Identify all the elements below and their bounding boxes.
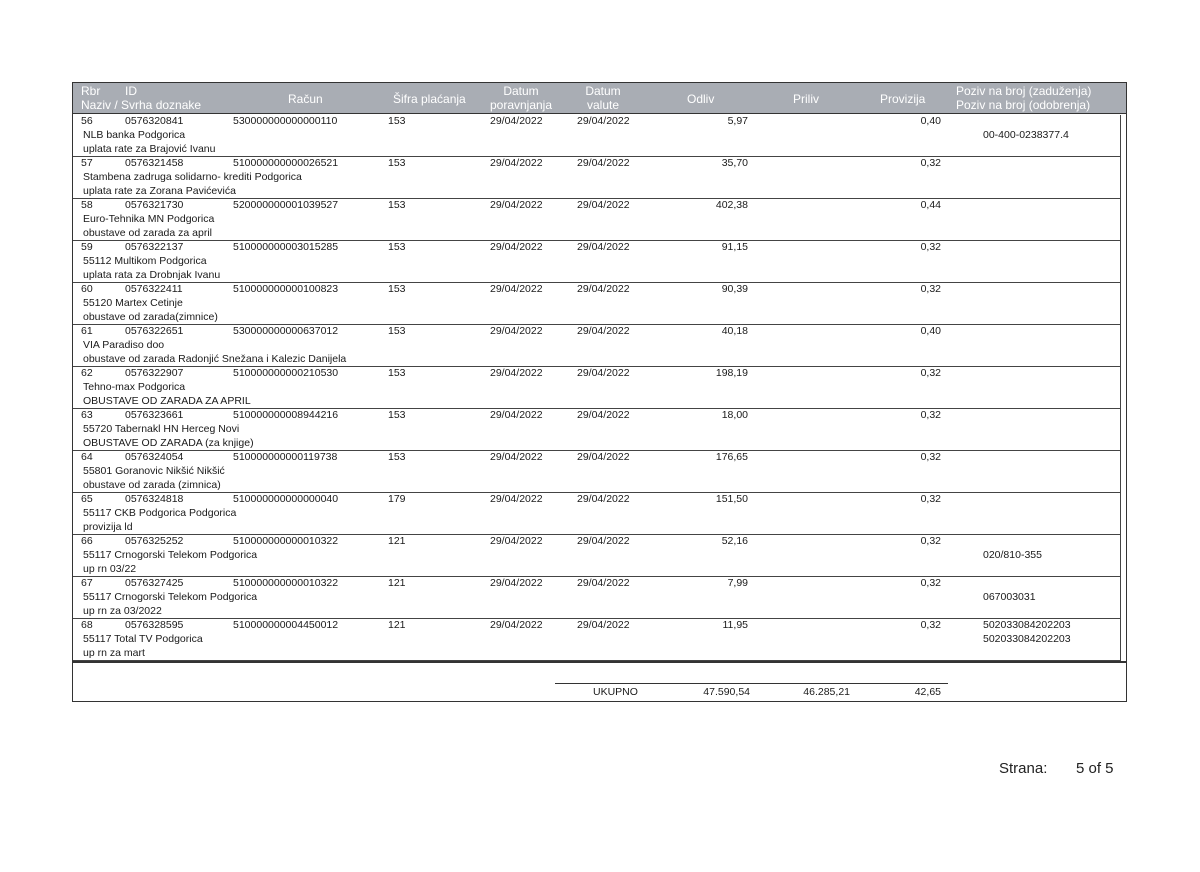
table-row (73, 325, 1121, 367)
cell-racun: 510000000000100823 (233, 283, 339, 295)
cell-rbr: 62 (81, 367, 93, 379)
cell-naziv: VIA Paradiso doo (83, 339, 165, 351)
cell-provizija: 0,32 (920, 619, 941, 631)
cell-naziv: 55117 CKB Podgorica Podgorica (83, 507, 237, 519)
cell-odliv: 176,65 (715, 451, 748, 463)
cell-datum-v: 29/04/2022 (577, 115, 630, 127)
table-header (73, 83, 1126, 114)
table-row (73, 409, 1121, 451)
cell-naziv: 55117 Crnogorski Telekom Podgorica (83, 591, 258, 603)
cell-svrha: obustave od zarada(zimnice) (83, 311, 218, 323)
cell-datum-v: 29/04/2022 (577, 241, 630, 253)
cell-datum-p: 29/04/2022 (490, 241, 543, 253)
table-row (73, 451, 1121, 493)
cell-datum-p: 29/04/2022 (490, 115, 543, 127)
cell-id: 0576321730 (125, 199, 184, 211)
cell-provizija: 0,40 (920, 325, 941, 337)
cell-id: 0576322411 (125, 283, 183, 295)
cell-sifra: 153 (388, 241, 406, 253)
cell-provizija: 0,32 (920, 535, 941, 547)
cell-racun: 510000000003015285 (233, 241, 339, 253)
cell-naziv: 55117 Crnogorski Telekom Podgorica (83, 549, 258, 561)
cell-provizija: 0,32 (920, 241, 941, 253)
cell-provizija: 0,32 (920, 157, 941, 169)
totals-odliv: 47.590,54 (703, 686, 750, 698)
cell-svrha: OBUSTAVE OD ZARADA ZA APRIL (83, 395, 251, 407)
cell-datum-v: 29/04/2022 (577, 325, 630, 337)
cell-datum-p: 29/04/2022 (490, 451, 543, 463)
cell-odliv: 52,16 (721, 535, 748, 547)
cell-sifra: 121 (388, 577, 406, 589)
table-row (73, 157, 1121, 199)
transactions-table (72, 82, 1127, 702)
header-poziv-odobrenja: Poziv na broj (odobrenja) (956, 98, 1091, 112)
cell-racun: 510000000000119738 (233, 451, 338, 463)
cell-sifra: 121 (388, 535, 406, 547)
cell-svrha: obustave od zarada Radonjić Snežana i Kalezic Danijela (83, 353, 347, 365)
cell-id: 0576327425 (125, 577, 184, 589)
cell-rbr: 63 (81, 409, 93, 421)
cell-datum-v: 29/04/2022 (577, 283, 630, 295)
cell-rbr: 65 (81, 493, 93, 505)
cell-svrha: provizija ld (83, 521, 133, 533)
table-row (73, 577, 1121, 619)
header-id: ID (125, 84, 137, 98)
cell-id: 0576324818 (125, 493, 184, 505)
header-sifra: Šifra plaćanja (393, 92, 466, 106)
cell-provizija: 0,44 (920, 199, 941, 211)
cell-odliv: 40,18 (721, 325, 748, 337)
cell-racun: 510000000000010322 (233, 577, 339, 589)
cell-sifra: 121 (388, 619, 406, 631)
header-datum-valute-2: valute (586, 98, 620, 112)
header-odliv: Odliv (687, 92, 715, 106)
cell-datum-v: 29/04/2022 (577, 199, 630, 211)
cell-provizija: 0,32 (920, 493, 941, 505)
cell-naziv: 55117 Total TV Podgorica (83, 633, 203, 645)
cell-naziv: 55120 Martex Cetinje (83, 297, 183, 309)
cell-id: 0576323661 (125, 409, 184, 421)
cell-odliv: 198,19 (715, 367, 748, 379)
cell-odliv: 151,50 (715, 493, 748, 505)
cell-id: 0576328595 (125, 619, 184, 631)
cell-racun: 510000000004450012 (233, 619, 339, 631)
cell-svrha: uplata rate za Brajović Ivanu (83, 143, 216, 155)
cell-rbr: 68 (81, 619, 93, 631)
cell-racun: 530000000000637012 (233, 325, 339, 337)
totals-underline (555, 683, 948, 684)
cell-provizija: 0,32 (920, 577, 941, 589)
header-racun: Račun (288, 92, 323, 106)
cell-racun: 530000000000000110 (233, 115, 338, 127)
cell-sifra: 153 (388, 157, 406, 169)
table-right-rule (1120, 115, 1121, 662)
page-label: Strana: (999, 760, 1048, 777)
cell-rbr: 60 (81, 283, 93, 295)
cell-svrha: OBUSTAVE OD ZARADA (za knjige) (83, 437, 254, 449)
cell-rbr: 64 (81, 451, 93, 463)
cell-sifra: 153 (388, 199, 406, 211)
cell-poziv2: 502033084202203 (983, 633, 1071, 645)
table-row (73, 619, 1121, 661)
cell-sifra: 153 (388, 283, 406, 295)
header-datum-valute-1: Datum (585, 84, 621, 98)
cell-id: 0576322651 (125, 325, 184, 337)
header-datum-poravnanja-1: Datum (503, 84, 539, 98)
cell-datum-p: 29/04/2022 (490, 619, 543, 631)
cell-poziv2: 067003031 (983, 591, 1036, 603)
cell-sifra: 179 (388, 493, 406, 505)
table-row (73, 199, 1121, 241)
cell-rbr: 59 (81, 241, 93, 253)
cell-datum-p: 29/04/2022 (490, 535, 543, 547)
cell-datum-p: 29/04/2022 (490, 493, 543, 505)
cell-datum-v: 29/04/2022 (577, 157, 630, 169)
cell-naziv: 55112 Multikom Podgorica (83, 255, 207, 267)
totals-label: UKUPNO (593, 686, 638, 698)
cell-odliv: 35,70 (721, 157, 748, 169)
table-row (73, 241, 1121, 283)
cell-id: 0576322907 (125, 367, 184, 379)
cell-datum-v: 29/04/2022 (577, 577, 630, 589)
cell-sifra: 153 (388, 115, 406, 127)
cell-datum-v: 29/04/2022 (577, 619, 630, 631)
cell-provizija: 0,32 (920, 409, 941, 421)
table-row (73, 535, 1121, 577)
cell-sifra: 153 (388, 451, 406, 463)
table-row (73, 367, 1121, 409)
cell-datum-v: 29/04/2022 (577, 451, 630, 463)
cell-naziv: Stambena zadruga solidarno- krediti Podgorica (83, 171, 302, 183)
cell-id: 0576320841 (125, 115, 184, 127)
cell-id: 0576325252 (125, 535, 184, 547)
cell-odliv: 90,39 (721, 283, 748, 295)
cell-svrha: up rn za mart (83, 647, 145, 659)
cell-rbr: 58 (81, 199, 93, 211)
cell-id: 0576321458 (125, 157, 184, 169)
cell-odliv: 402,38 (715, 199, 748, 211)
cell-sifra: 153 (388, 367, 406, 379)
cell-racun: 510000000008944216 (233, 409, 339, 421)
totals-priliv: 46.285,21 (803, 686, 850, 698)
cell-datum-p: 29/04/2022 (490, 367, 543, 379)
header-poziv-zaduzenja: Poziv na broj (zaduženja) (956, 84, 1092, 98)
header-rbr: Rbr (81, 84, 101, 98)
cell-rbr: 67 (81, 577, 93, 589)
cell-odliv: 7,99 (727, 577, 748, 589)
cell-naziv: 55720 Tabernakl HN Herceg Novi (83, 423, 240, 435)
cell-rbr: 57 (81, 157, 93, 169)
cell-rbr: 56 (81, 115, 93, 127)
cell-odliv: 18,00 (721, 409, 748, 421)
cell-svrha: obustave od zarada (zimnica) (83, 479, 221, 491)
cell-naziv: Euro-Tehnika MN Podgorica (83, 213, 215, 225)
totals-provizija: 42,65 (914, 686, 941, 698)
cell-datum-p: 29/04/2022 (490, 283, 543, 295)
cell-naziv: Tehno-max Podgorica (83, 381, 186, 393)
cell-datum-v: 29/04/2022 (577, 367, 630, 379)
cell-poziv2: 020/810-355 (983, 549, 1042, 561)
cell-odliv: 11,95 (722, 619, 748, 631)
cell-racun: 510000000000210530 (233, 367, 339, 379)
cell-sifra: 153 (388, 325, 406, 337)
cell-svrha: uplata rate za Zorana Pavićevića (83, 185, 236, 197)
cell-rbr: 61 (81, 325, 93, 337)
header-naziv: Naziv / Svrha doznake (81, 98, 202, 112)
cell-naziv: 55801 Goranovic Nikšić Nikšić (83, 465, 225, 477)
cell-naziv: NLB banka Podgorica (83, 129, 186, 141)
cell-svrha: obustave od zarada za april (83, 227, 212, 239)
cell-svrha: up rn za 03/2022 (83, 605, 162, 617)
header-provizija: Provizija (880, 92, 926, 106)
header-datum-poravnanja-2: poravnjanja (489, 98, 553, 112)
header-priliv: Priliv (793, 92, 819, 106)
cell-svrha: uplata rata za Drobnjak Ivanu (83, 269, 221, 281)
cell-id: 0576322137 (125, 241, 184, 253)
cell-svrha: up rn 03/22 (83, 563, 137, 575)
cell-racun: 520000000001039527 (233, 199, 339, 211)
cell-id: 0576324054 (125, 451, 184, 463)
cell-racun: 510000000000000040 (233, 493, 339, 505)
cell-datum-p: 29/04/2022 (490, 577, 543, 589)
cell-datum-p: 29/04/2022 (490, 157, 543, 169)
cell-datum-v: 29/04/2022 (577, 535, 630, 547)
cell-provizija: 0,32 (920, 451, 941, 463)
cell-datum-p: 29/04/2022 (490, 199, 543, 211)
cell-datum-p: 29/04/2022 (490, 409, 543, 421)
table-row (73, 493, 1121, 535)
cell-datum-v: 29/04/2022 (577, 493, 630, 505)
cell-provizija: 0,32 (920, 367, 941, 379)
cell-provizija: 0,40 (920, 115, 941, 127)
cell-rbr: 66 (81, 535, 93, 547)
cell-odliv: 5,97 (727, 115, 748, 127)
cell-provizija: 0,32 (920, 283, 941, 295)
cell-datum-v: 29/04/2022 (577, 409, 630, 421)
cell-racun: 510000000000010322 (233, 535, 339, 547)
summary-separator (73, 661, 1126, 663)
cell-sifra: 153 (388, 409, 406, 421)
table-row (73, 283, 1121, 325)
cell-datum-p: 29/04/2022 (490, 325, 543, 337)
table-row (73, 115, 1121, 157)
cell-racun: 510000000000026521 (233, 157, 339, 169)
cell-poziv1: 502033084202203 (983, 619, 1071, 631)
page-number: 5 of 5 (1076, 760, 1114, 777)
cell-poziv2: 00-400-0238377.4 (983, 129, 1069, 141)
cell-odliv: 91,15 (721, 241, 748, 253)
